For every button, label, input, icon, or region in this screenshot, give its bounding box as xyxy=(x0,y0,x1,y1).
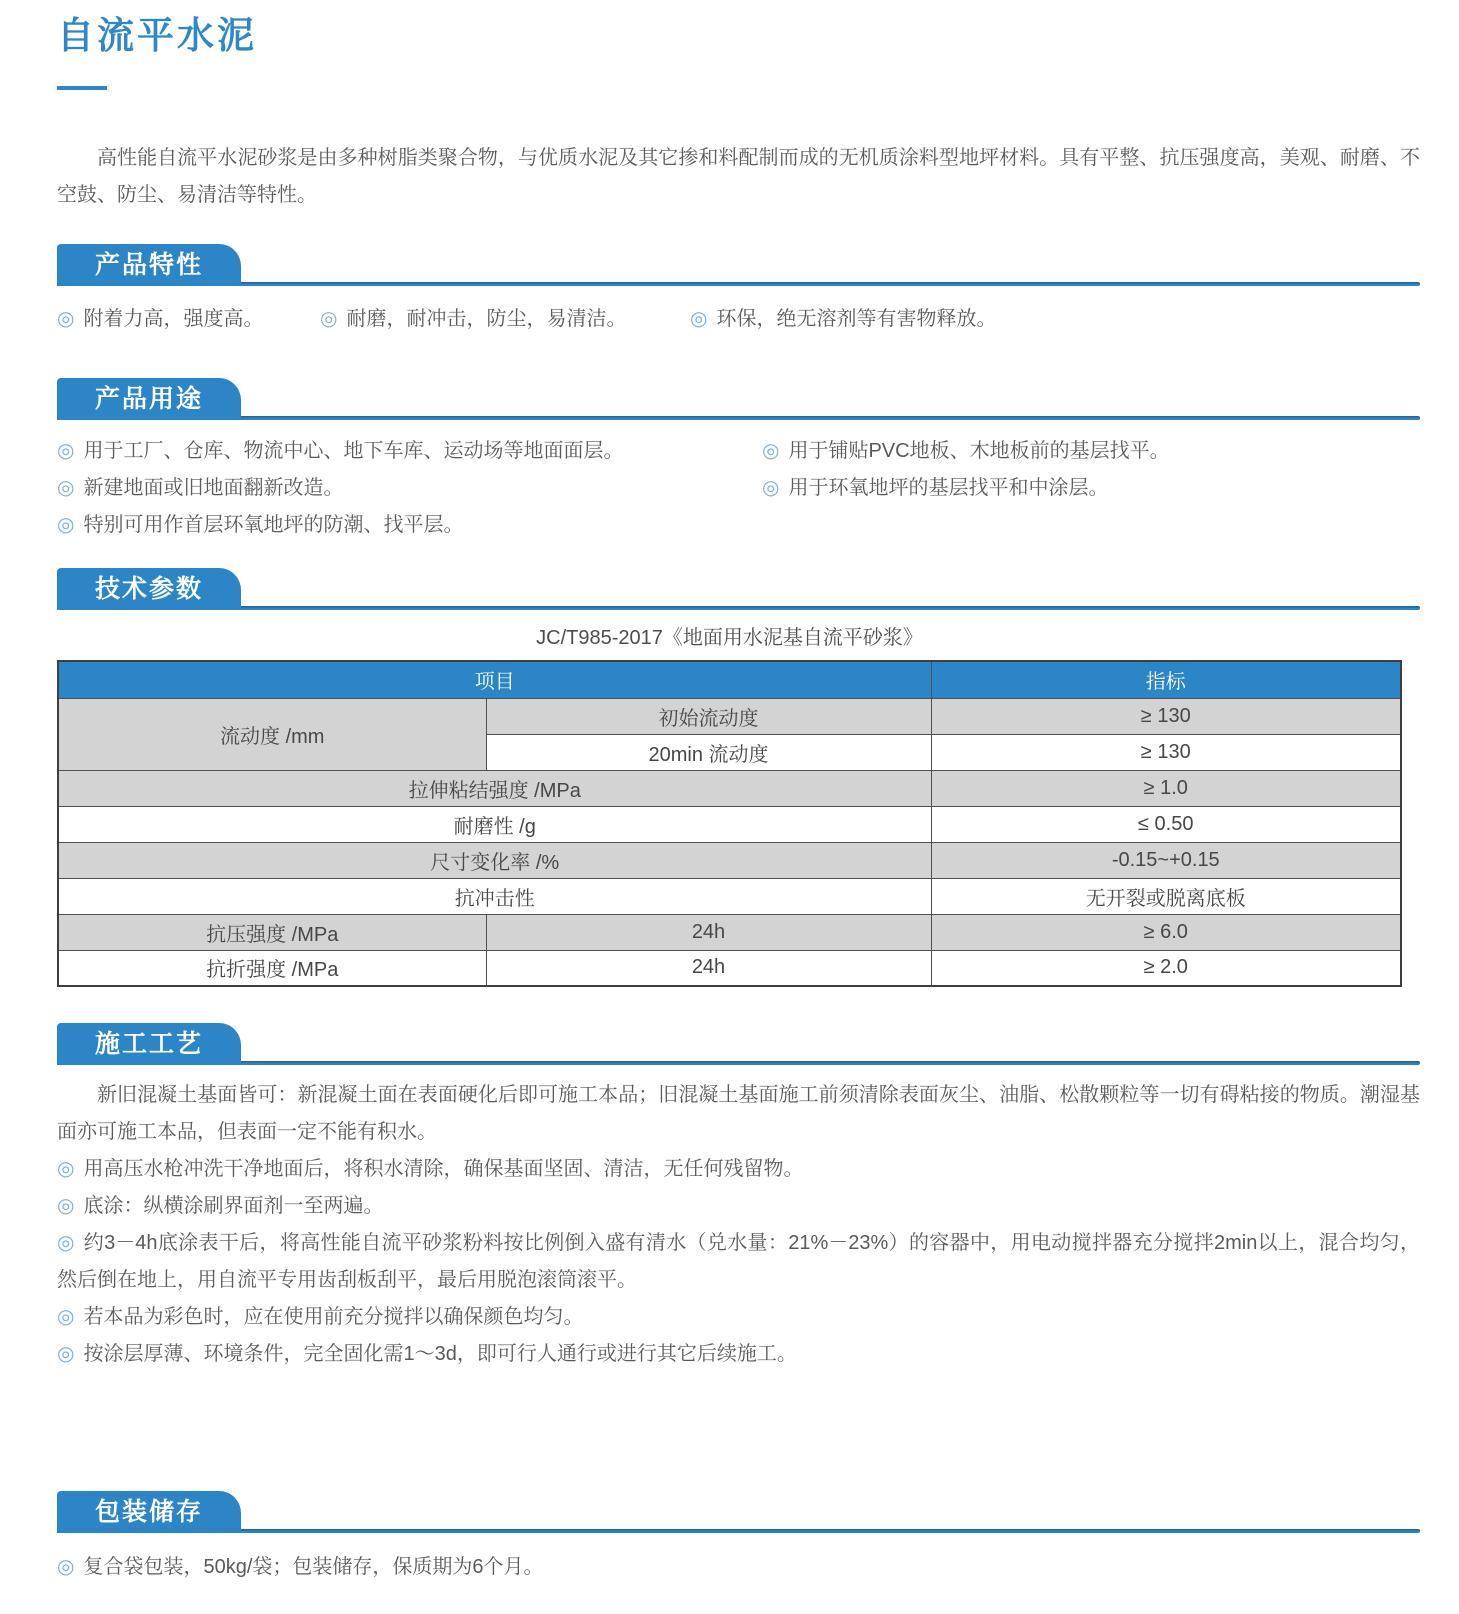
list-item xyxy=(57,1299,1420,1336)
feature-text: 环保，绝无溶剂等有害物释放。 xyxy=(716,308,997,330)
cell-dimension-value: -0.15~+0.15 xyxy=(931,842,1401,878)
section-tab-packaging: 包装储存 xyxy=(57,1491,241,1533)
bullet-icon: ◎ xyxy=(690,308,708,330)
section-rule xyxy=(57,282,1420,286)
header-cell-index: 指标 xyxy=(931,661,1401,698)
cell-flow-initial: 初始流动度 xyxy=(486,698,931,734)
title-underline xyxy=(57,86,107,90)
bullet-icon: ◎ xyxy=(57,440,75,462)
cell-flow-initial-value: ≥ 130 xyxy=(931,698,1401,734)
section-process xyxy=(57,1023,1420,1373)
uses-left-column xyxy=(57,433,762,544)
process-step-text: 若本品为彩色时，应在使用前充分搅拌以确保颜色均匀。 xyxy=(83,1306,584,1328)
bullet-icon: ◎ xyxy=(762,440,780,462)
section-head xyxy=(57,1023,1420,1065)
table-header-row xyxy=(58,661,1401,698)
list-item xyxy=(57,1336,1420,1373)
list-item xyxy=(762,433,1420,470)
uses-right-column xyxy=(762,433,1420,544)
section-rule xyxy=(57,1061,1420,1065)
bullet-icon: ◎ xyxy=(57,1343,75,1365)
table-row xyxy=(58,770,1401,806)
table-row xyxy=(58,950,1401,986)
section-head xyxy=(57,378,1420,420)
section-head xyxy=(57,568,1420,610)
list-item xyxy=(57,1549,1420,1586)
process-paragraph: 新旧混凝土基面皆可：新混凝土面在表面硬化后即可施工本品；旧混凝土基面施工前须清除表面灰尘、油脂、松散颗粒等一切有碍粘接的物质。潮湿基面亦可施工本品，但表面一定不能有积水。 xyxy=(57,1084,1420,1143)
document-body xyxy=(0,14,1459,1586)
cell-flexural-time: 24h xyxy=(486,950,931,986)
table-row xyxy=(58,806,1401,842)
cell-flexural-label: 抗折强度 /MPa xyxy=(58,950,486,986)
section-head xyxy=(57,244,1420,286)
list-item xyxy=(57,1225,1420,1299)
list-item xyxy=(57,433,762,470)
use-text: 新建地面或旧地面翻新改造。 xyxy=(83,477,344,499)
cell-tensile-value: ≥ 1.0 xyxy=(931,770,1401,806)
bullet-icon: ◎ xyxy=(57,1195,75,1217)
process-step-text: 按涂层厚薄、环境条件，完全固化需1～3d，即可行人通行或进行其它后续施工。 xyxy=(83,1343,797,1365)
bullet-icon: ◎ xyxy=(762,477,780,499)
cell-abrasion-label: 耐磨性 /g xyxy=(58,806,931,842)
feature-text: 附着力高，强度高。 xyxy=(83,308,264,330)
bullet-icon: ◎ xyxy=(57,1232,75,1254)
section-rule xyxy=(57,1529,1420,1533)
section-rule xyxy=(57,416,1420,420)
cell-compressive-time: 24h xyxy=(486,914,931,950)
cell-flexural-value: ≥ 2.0 xyxy=(931,950,1401,986)
use-text: 特别可用作首层环氧地坪的防潮、找平层。 xyxy=(83,514,464,536)
cell-flow-20min: 20min 流动度 xyxy=(486,734,931,770)
process-step-text: 底涂：纵横涂刷界面剂一至两遍。 xyxy=(83,1195,384,1217)
bullet-icon: ◎ xyxy=(320,308,338,330)
use-text: 用于铺贴PVC地板、木地板前的基层找平。 xyxy=(788,440,1170,462)
section-head xyxy=(57,1491,1420,1533)
list-item xyxy=(57,1188,1420,1225)
list-item xyxy=(57,1151,1420,1188)
section-rule xyxy=(57,606,1420,610)
bullet-icon: ◎ xyxy=(57,1158,75,1180)
spec-table xyxy=(57,660,1402,987)
section-features xyxy=(57,244,1420,338)
cell-impact-label: 抗冲击性 xyxy=(58,878,931,914)
bullet-icon: ◎ xyxy=(57,1306,75,1328)
section-tab-specs: 技术参数 xyxy=(57,568,241,610)
section-specs xyxy=(57,568,1420,987)
list-item xyxy=(762,470,1420,507)
list-item xyxy=(690,301,1420,338)
uses-list xyxy=(57,433,1420,544)
bullet-icon: ◎ xyxy=(57,1556,75,1578)
list-item xyxy=(320,301,690,338)
table-row xyxy=(58,914,1401,950)
list-item xyxy=(57,301,320,338)
packaging-list xyxy=(57,1549,1420,1586)
process-step-text: 用高压水枪冲洗干净地面后，将积水清除，确保基面坚固、清洁，无任何残留物。 xyxy=(83,1158,804,1180)
cell-tensile-label: 拉伸粘结强度 /MPa xyxy=(58,770,931,806)
bullet-icon: ◎ xyxy=(57,477,75,499)
page-title: 自流平水泥 xyxy=(57,15,257,56)
cell-dimension-label: 尺寸变化率 /% xyxy=(58,842,931,878)
table-row xyxy=(58,698,1401,734)
section-uses xyxy=(57,378,1420,544)
bullet-icon: ◎ xyxy=(57,308,75,330)
cell-impact-value: 无开裂或脱离底板 xyxy=(931,878,1401,914)
cell-flow-20min-value: ≥ 130 xyxy=(931,734,1401,770)
use-text: 用于环氧地坪的基层找平和中涂层。 xyxy=(788,477,1109,499)
section-tab-process: 施工工艺 xyxy=(57,1023,241,1065)
process-step-text: 约3－4h底涂表干后，将高性能自流平砂浆粉料按比例倒入盛有清水（兑水量：21%－23%）的容器中，用电动搅拌器充分搅拌2min以上，混合均匀，然后倒在地上，用自流平专用齿刮板刮平，最后用脱泡滚筒滚平。 xyxy=(57,1232,1421,1291)
header-cell-item: 项目 xyxy=(58,661,931,698)
list-item xyxy=(57,507,762,544)
spec-standard-caption: JC/T985-2017《地面用水泥基自流平砂浆》 xyxy=(536,627,923,649)
section-tab-uses: 产品用途 xyxy=(57,378,241,420)
cell-flow-group: 流动度 /mm xyxy=(58,698,486,770)
section-packaging xyxy=(57,1491,1420,1586)
features-list xyxy=(57,301,1420,338)
intro-paragraph: 高性能自流平水泥砂浆是由多种树脂类聚合物，与优质水泥及其它掺和料配制而成的无机质涂料型地坪材料。具有平整、抗压强度高，美观、耐磨、不空鼓、防尘、易清洁等特性。 xyxy=(57,147,1420,206)
cell-compressive-value: ≥ 6.0 xyxy=(931,914,1401,950)
section-tab-features: 产品特性 xyxy=(57,244,241,286)
cell-compressive-label: 抗压强度 /MPa xyxy=(58,914,486,950)
use-text: 用于工厂、仓库、物流中心、地下车库、运动场等地面面层。 xyxy=(83,440,624,462)
process-list xyxy=(57,1151,1420,1373)
feature-text: 耐磨，耐冲击，防尘，易清洁。 xyxy=(346,308,627,330)
table-row xyxy=(58,878,1401,914)
packaging-text: 复合袋包装，50kg/袋；包装储存，保质期为6个月。 xyxy=(83,1556,544,1578)
table-row xyxy=(58,842,1401,878)
list-item xyxy=(57,470,762,507)
bullet-icon: ◎ xyxy=(57,514,75,536)
cell-abrasion-value: ≤ 0.50 xyxy=(931,806,1401,842)
